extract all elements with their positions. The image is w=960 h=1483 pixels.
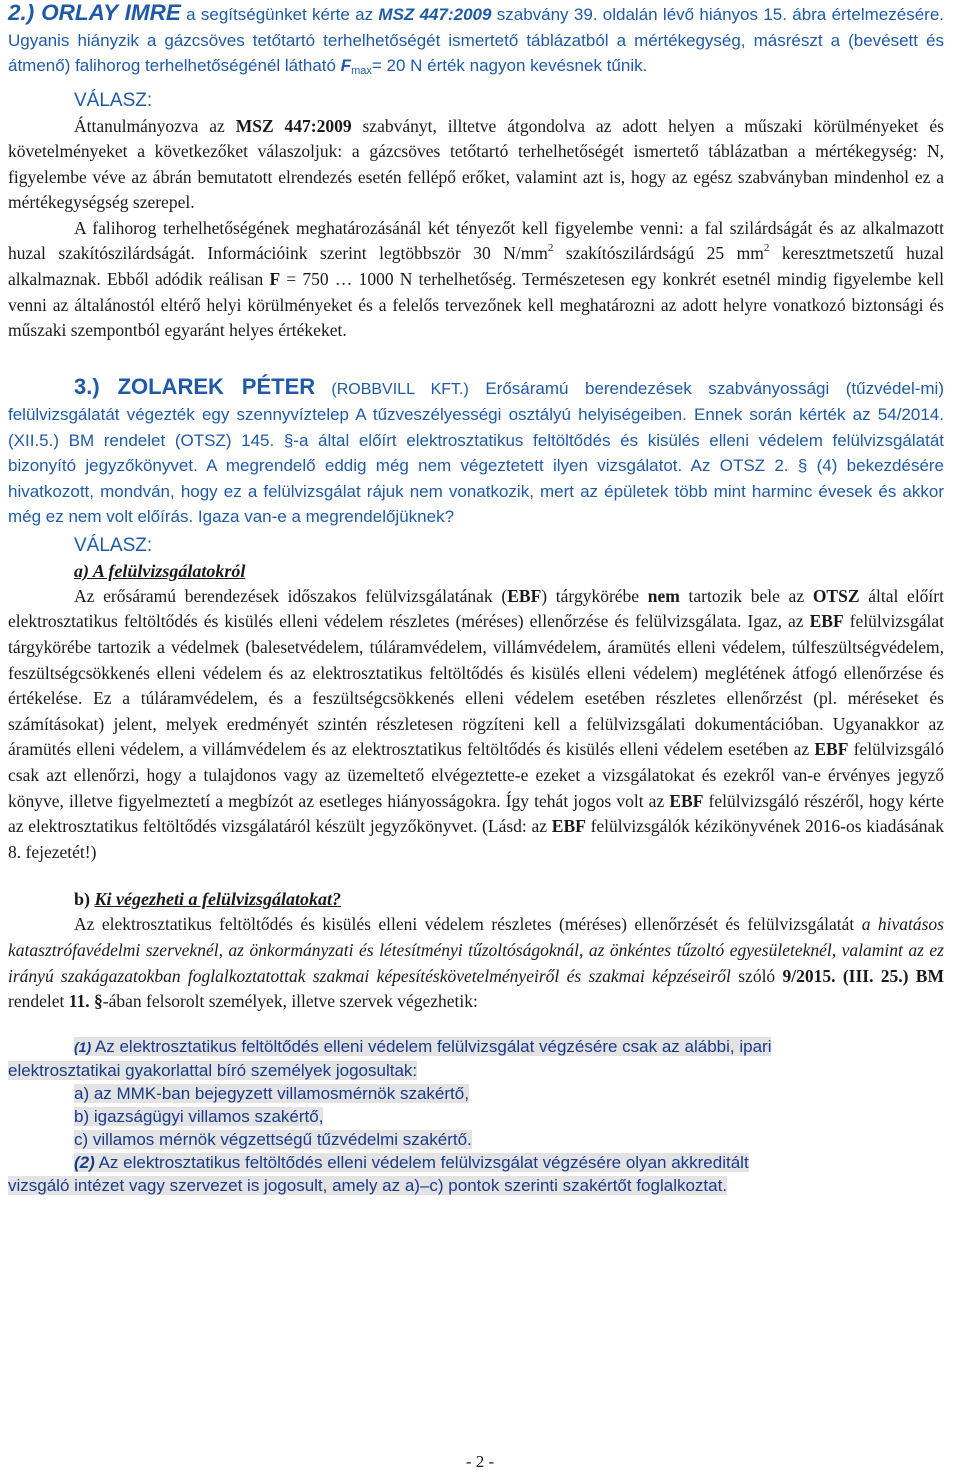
page-number: - 2 - xyxy=(465,1452,495,1471)
question-3: 3.) ZOLAREK PÉTER (ROBBVILL KFT.) Erősáramú berendezések szabványossági (tűzvédel-mi) felülvizsgálatát végezték egy szennyvíztelep A tűzveszélyességi osztályú helyiségeiben. Ennek során kérték az 54/2014. (XII.5.) BM rendelet (OTSZ) 145. §-a által előírt elektrosztatikus feltöltődés és kisülés elleni védelem felülvizsgálatát bizonyító jegyzőkönyvet. A megrendelő eddig még nem végeztetett ilyen vizsgálatot. Az OTSZ 2. § (4) bekezdésére hivatkozott, mondván, hogy ez a felülvizsgálat rájuk nem vonatkozik, mert az épületek több mint harminc évesek és akkor még ez nem volt előírás. Igaza van-e a megrendelőjüknek? xyxy=(8,373,945,527)
quote-item-b: b) igazságügyi villamos szakértő, xyxy=(74,1106,324,1126)
quote-line-2: elektrosztatikai gyakorlattal bíró személyek jogosultak: xyxy=(8,1060,418,1080)
subheading-b: b) Ki végezheti a felülvizsgálatokat? xyxy=(74,889,341,910)
standard-ref: MSZ 447:2009 xyxy=(378,5,492,24)
regulation-quote xyxy=(8,1035,944,1197)
answer-2-paragraph-2: A falihorog terhelhetőségének meghatározásánál két tényezőt kell figyelembe venni: a fal szilárdságát és az alkalmazott huzal szakítószilárdságát. Információink szerint legtöbbször 30 $N/mm^2$ szakítószilárdságú 25 $mm^2$ keresztmetszetű huzal alkalmaznak. Ebből adódik reálisan F = 750 … 1000 N terhelhetőség. Természetesen egy konkrét esetnél mindig figyelembe kell venni az általánostól eltérő helyi körülményeket és a felelős tervezőnek kell meghatározni az adott helyre vonatkozó biztonsági és műszaki szempontból egyaránt helyes értékeket. xyxy=(8,217,944,341)
quote-item-c: c) villamos mérnök végzettségű tűzvédelmi szakértő. xyxy=(74,1129,472,1149)
subheading-a: a) A felülvizsgálatokról xyxy=(74,560,246,581)
answer-label: VÁLASZ: xyxy=(74,89,153,111)
answer-2-paragraph-1: Áttanulmányozva az MSZ 447:2009 szabványt, illtetve átgondolva az adott helyen a műszaki körülményeket és követelményeket a következőket válaszoljuk: a gázcsöves tetőtartó terhelhetőségét ismertető táblázatban a mértékegység: N, figyelembe véve az ábrán bemutatott elrendezés esetén fellépő erőket, valamint azt is, hogy az egész szabványban mindenhol ez a mértékegységség szerepel. xyxy=(8,115,944,213)
question-2-heading: 2.) ORLAY IMRE xyxy=(8,0,181,25)
question-3-heading: 3.) ZOLAREK PÉTER xyxy=(74,373,316,399)
quote-line-1: (1) Az elektrosztatikus feltöltődés elleni védelem felülvizsgálat végzésére csak az alábbi, ipari xyxy=(74,1036,772,1056)
question-2: 2.) ORLAY IMRE a segítségünket kérte az MSZ 447:2009 szabvány 39. oldalán lévő hiányos 15. ábra értelmezésére. Ugyanis hiányzik a gázcsöves tetőtartó terhelhetőségét ismertető táblázatból a mértékegység, másrészt a (bevésett és átmenő) falihorog terhelhetőségénél látható $F_{max}= 20$ N érték nagyon kevésnek tűnik. xyxy=(8,0,944,77)
answer-3-paragraph-a: Az erősáramú berendezések időszakos felülvizsgálatának (EBF) tárgykörébe nem tartozik bele az OTSZ által előírt elektrosztatikus feltöltődés és kisülés elleni védelem részletes (méréses) ellenőrzése és felülvizsgálata. Igaz, az EBF felülvizsgálat tárgykörébe tartozik a védelmek (balesetvédelem, túláramvédelem, villámvédelem, áramütés elleni védelem, túlfeszültségvédelem, feszültségcsökkenés elleni védelem és az elektrosztatikus feltöltődés és kisülés elleni védelem) meglétének átfogó ellenőrzése és értékelése. Ez a túláramvédelem, és a feszültségcsökkenés elleni védelem esetében részletes ellenőrzést (pl. méréseket és számításokat) jelent, melyek eredményét szintén részletesen rögzíteni kell a felülvizsgálati dokumentációban. Ugyanakkor az áramütés elleni védelem, a villámvédelem és az elektrosztatikus feltöltődés és kisülés elleni védelem esetében az EBF felülvizsgáló csak azt ellenőrzi, hogy a tulajdonos vagy az üzemeltető elvégeztette-e ezeket a vizsgálatokat és ezekről van-e érvényes jegyző könyve, illetve figyelmeztetí a megbízót az esetleges hiányosságokra. Így tehát jogos volt az EBF felülvizsgáló részéről, hogy kérte az elektrosztatikus feltöltődés vizsgálatáról készült jegyzőkönyvet. (Lásd: az EBF felülvizsgálók kézikönyvének 2016-os kiadásának 8. fejezetét!) xyxy=(8,585,944,862)
document-page xyxy=(8,0,944,1197)
answer-3-paragraph-b: Az elektrosztatikus feltöltődés és kisülés elleni védelem részletes (méréses) ellenőrzését és felülvizsgálatát a hivatásos katasztrófavédelmi szerveknél, az önkormányzati és létesítményi tűzoltóságoknál, az önkéntes tűzoltó egyesületeknél, valamint az ez irányú szakágazatokban foglalkoztatottak szakmai képesítéskövetelményeiről és szakmai képzéseiről szóló 9/2015. (III. 25.) BM rendelet 11. §-ában felsorolt személyek, illetve szervek végezhetik: xyxy=(8,914,944,1012)
quote-line-3: (2) Az elektrosztatikus feltöltődés elleni védelem felülvizsgálat végzésére olyan akkreditált xyxy=(74,1152,749,1172)
quote-item-a: a) az MMK-ban bejegyzett villamosmérnök szakértő, xyxy=(74,1083,469,1103)
answer-label-2: VÁLASZ: xyxy=(74,534,153,556)
quote-line-4: vizsgáló intézet vagy szervezet is jogosult, amely az a)–c) pontok szerinti szakértőt foglalkoztat. xyxy=(8,1175,728,1195)
